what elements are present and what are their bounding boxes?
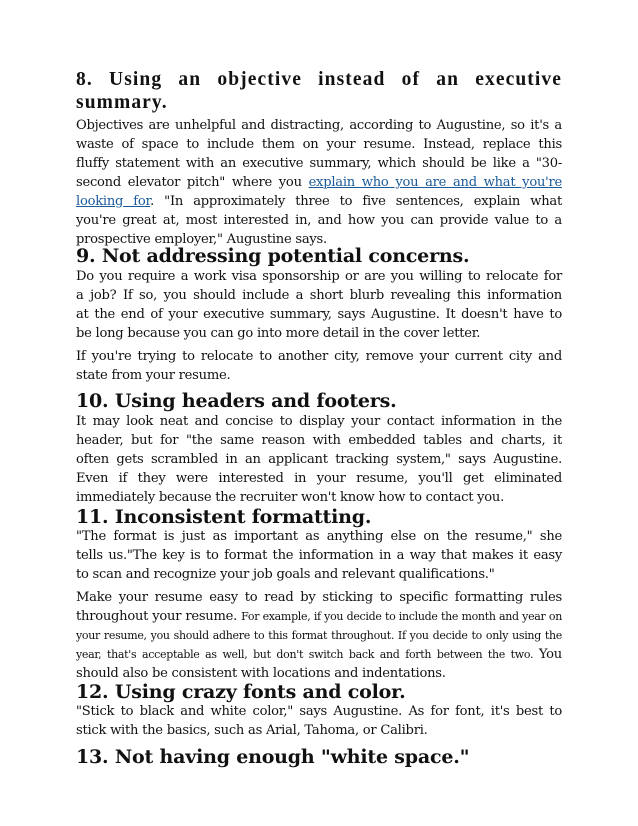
text-line (76, 607, 562, 626)
section-10-heading: 10. Using headers and footers. (76, 390, 397, 412)
section-8-heading-line1: 8. Using an objective instead of an executive (76, 69, 562, 90)
section-11-heading: 11. Inconsistent formatting. (76, 506, 372, 528)
text-run-small: year, that's acceptable as well, but don't switch back and forth between the two. (76, 648, 539, 661)
text-line: state from your resume. (76, 368, 231, 383)
text-line: "The format is just as important as anything else on the resume," she (76, 529, 562, 544)
looking-for-link[interactable]: looking for (76, 194, 151, 209)
explain-who-you-are-link[interactable]: explain who you are and what you're (308, 175, 562, 190)
text-line: tells us."The key is to format the information in a way that makes it easy (76, 548, 562, 563)
section-11-paragraph-2 (76, 588, 562, 683)
text-line: to scan and recognize your job goals and relevant qualifications." (76, 567, 495, 582)
text-run: You (538, 647, 562, 662)
text-line: If you're trying to relocate to another city, remove your current city and (76, 349, 562, 364)
text-line: should also be consistent with locations and indentations. (76, 666, 446, 681)
text-line: waste of space to include them on your resume. Instead, replace this (76, 137, 562, 152)
text-line: you're great at, most interested in, and how you can provide value to a (76, 213, 562, 228)
text-line: Make your resume easy to read by sticking to specific formatting rules (76, 590, 562, 605)
text-run: throughout your resume. (76, 609, 242, 624)
section-8-heading (76, 68, 562, 114)
text-line (76, 192, 562, 211)
text-run: . "In approximately three to five sentences, explain what (150, 194, 562, 209)
section-12-paragraph (76, 702, 562, 740)
text-run: second elevator pitch" where you (76, 175, 309, 190)
text-line: stick with the basics, such as Arial, Tahoma, or Calibri. (76, 723, 428, 738)
text-line: a job? If so, you should include a short blurb revealing this information (76, 288, 562, 303)
text-run-small: For example, if you decide to include the month and year on (241, 610, 562, 623)
section-9-paragraph-1 (76, 267, 562, 343)
text-line (76, 173, 562, 192)
section-8-paragraph (76, 116, 562, 249)
section-10-paragraph (76, 412, 562, 507)
section-12-heading: 12. Using crazy fonts and color. (76, 681, 406, 703)
text-line: fluffy statement with an executive summary, which should be like a "30- (76, 156, 562, 171)
text-line: Objectives are unhelpful and distracting, according to Augustine, so it's a (76, 118, 562, 133)
text-line (76, 645, 562, 664)
text-line: immediately because the recruiter won't know how to contact you. (76, 490, 505, 505)
text-line: Even if they were interested in your resume, you'll get eliminated (76, 471, 562, 486)
text-line: header, but for "the same reason with embedded tables and charts, it (76, 433, 562, 448)
text-line: Do you require a work visa sponsorship or are you willing to relocate for (76, 269, 562, 284)
text-line-small: your resume, you should adhere to this format throughout. If you decide to only using the (76, 629, 562, 642)
text-line: It may look neat and concise to display your contact information in the (76, 414, 562, 429)
section-9-heading: 9. Not addressing potential concerns. (76, 245, 470, 267)
text-line: at the end of your executive summary, says Augustine. It doesn't have to (76, 307, 562, 322)
text-line: be long because you can go into more detail in the cover letter. (76, 326, 481, 341)
section-9-paragraph-2 (76, 347, 562, 385)
text-line: often gets scrambled in an applicant tracking system," says Augustine. (76, 452, 562, 467)
section-11-paragraph-1 (76, 527, 562, 584)
text-line: prospective employer," Augustine says. (76, 232, 327, 247)
section-8-heading-line2: summary. (76, 92, 168, 113)
section-13-heading: 13. Not having enough "white space." (76, 746, 470, 768)
text-line: "Stick to black and white color," says Augustine. As for font, it's best to (76, 704, 562, 719)
